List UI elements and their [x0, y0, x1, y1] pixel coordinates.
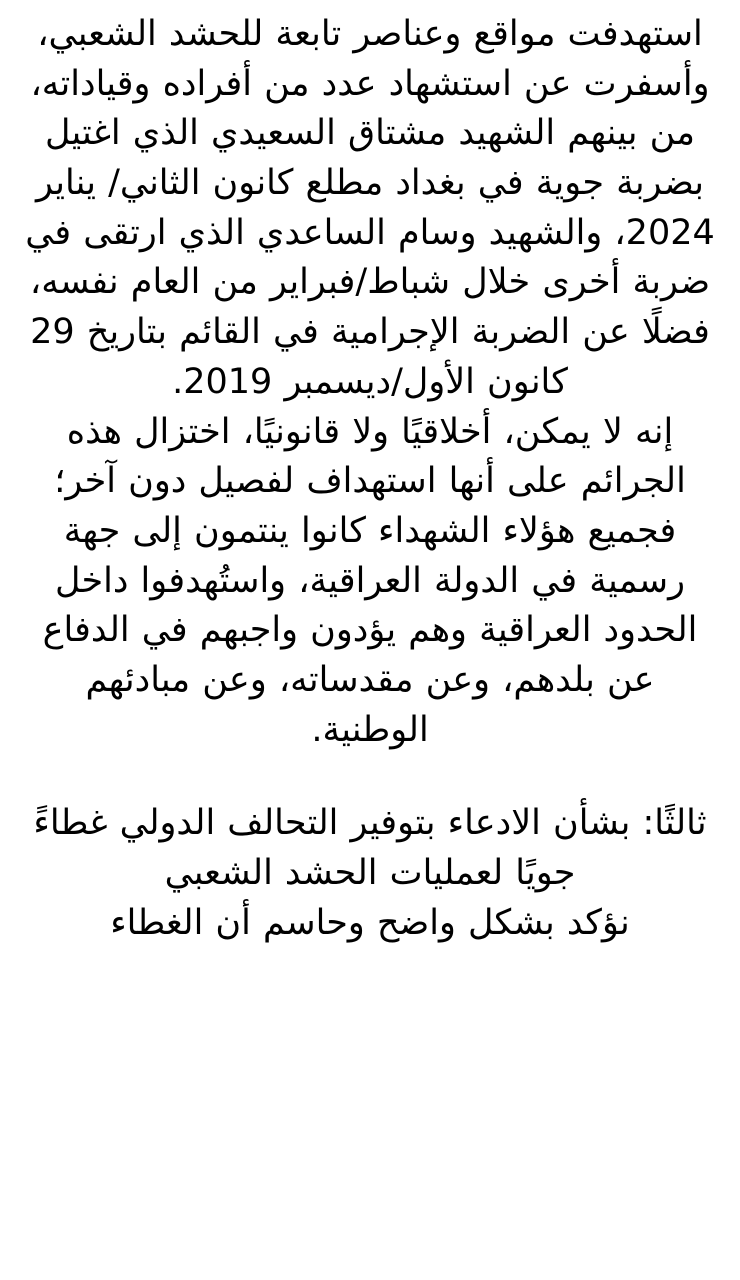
paragraph-two: إنه لا يمكن، أخلاقيًا ولا قانونيًا، اختزال هذه الجرائم على أنها استهداف لفصيل دون آخر؛ فجميع هؤلاء الشهداء كانوا ينتمون إلى جهة رسمية في الدولة العراقية، واستُهدفوا داخل الحدود العراقية وهم يؤدون واجبهم في الدفاع عن بلدهم، وعن مقدساته، وعن مبادئهم الوطنية. [42, 411, 698, 750]
section-heading-third: ثالثًا: بشأن الادعاء بتوفير التحالف الدولي غطاءً جويًا لعمليات الحشد الشعبي [33, 803, 707, 893]
paragraph-one: استهدفت مواقع وعناصر تابعة للحشد الشعبي، وأسفرت عن استشهاد عدد من أفراده وقياداته، من بينهم الشهيد مشتاق السعيدي الذي اغتيل بضربة جوية في بغداد مطلع كانون الثاني/ يناير 2024، والشهيد وسام الساعدي الذي ارتقى في ضربة أخرى خلال شباط/فبراير من العام نفسه، فضلًا عن الضربة الإجرامية في القائم بتاريخ 29 كانون الأول/ديسمبر 2019. [25, 14, 715, 402]
paragraph-spacer [22, 755, 718, 799]
paragraph-four: نؤكد بشكل واضح وحاسم أن الغطاء [110, 902, 630, 943]
